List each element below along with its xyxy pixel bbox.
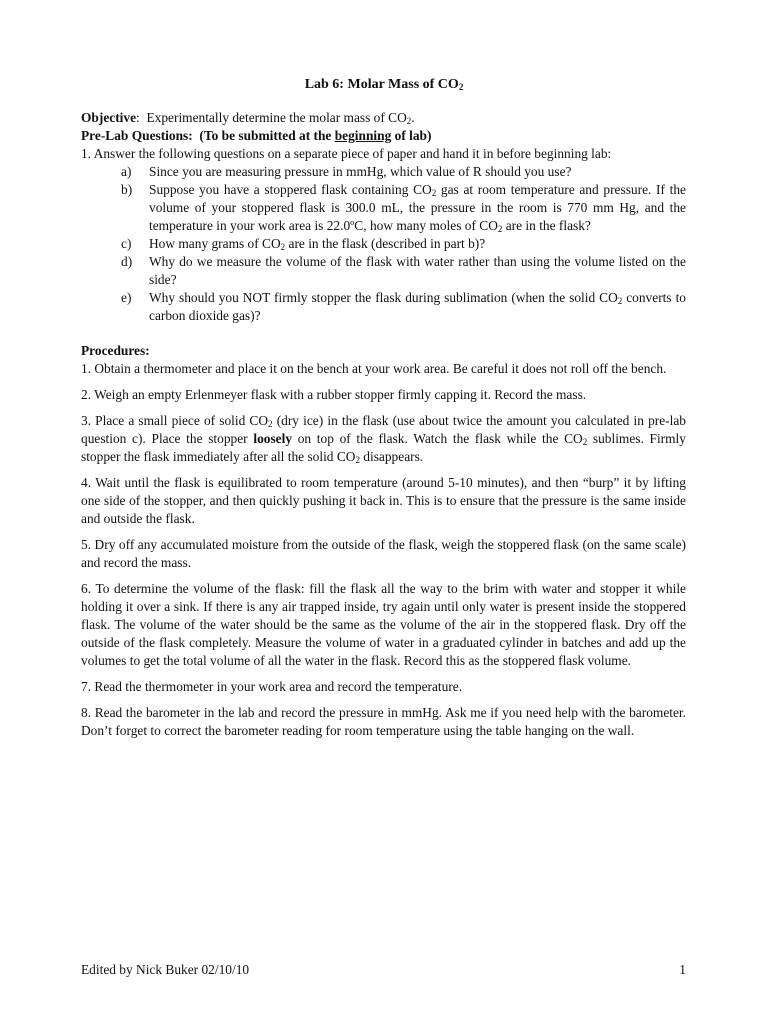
objective-line — [81, 109, 686, 127]
step-3-text-5: disappears. — [359, 449, 424, 464]
section-spacer — [81, 325, 686, 342]
objective-label: Objective — [81, 110, 137, 125]
subquestion-d — [121, 253, 686, 289]
step-3-text-1: 3. Place a small piece of solid CO — [81, 413, 269, 428]
prelab-underlined-word: beginning — [334, 128, 392, 143]
subquestion-b-label: b) — [121, 182, 133, 197]
subquestion-e-label: e) — [121, 290, 132, 305]
subquestion-b-text-1: Suppose you have a stoppered flask containing CO — [149, 182, 432, 197]
objective-period: . — [411, 110, 415, 125]
procedure-step-4: 4. Wait until the flask is equilibrated to room temperature (around 5-10 minutes), and then “burp” it by lifting one side of the stopper, and then quickly pushing it back in. This is to ensure that the pressure is the same inside and outside the flask. — [81, 475, 686, 526]
prelab-heading — [81, 127, 686, 145]
procedure-step-3 — [81, 412, 686, 466]
title-subscript: 2 — [458, 82, 464, 92]
prelab-paren-start: (To be submitted at the — [199, 128, 335, 143]
page-number: 1 — [679, 962, 686, 977]
procedures-heading: Procedures: — [81, 343, 150, 358]
procedure-step-2: 2. Weigh an empty Erlenmeyer flask with a rubber stopper firmly capping it. Record the mass. — [81, 387, 587, 402]
page-title — [0, 76, 768, 94]
objective-colon: : — [136, 110, 140, 125]
prelab-label: Pre-Lab Questions: — [81, 128, 193, 143]
subquestion-a-text: Since you are measuring pressure in mmHg, which value of R should you use? — [149, 164, 572, 179]
step-3-text-4: sublimes. Firmly stopper the flask immediately after all the solid CO — [81, 431, 686, 464]
subquestion-a-label: a) — [121, 164, 132, 179]
step-3-subscript-3: 2 — [355, 455, 360, 465]
subquestion-c-text-1: How many grams of CO — [149, 236, 281, 251]
question-1-intro: 1. Answer the following questions on a separate piece of paper and hand it in before beginning lab: — [81, 146, 612, 161]
subquestion-b-text-3: are in the flask? — [502, 218, 591, 233]
prelab-subquestions — [121, 163, 686, 325]
subquestion-d-label: d) — [121, 254, 133, 269]
subquestion-e-text-2: converts to carbon dioxide gas)? — [149, 290, 686, 323]
objective-subscript: 2 — [406, 116, 412, 126]
subquestion-c-label: c) — [121, 236, 132, 251]
subquestion-c-text-2: are in the flask (described in part b)? — [285, 236, 486, 251]
subquestion-b-subscript-2: 2 — [497, 224, 503, 234]
title-text: Lab 6: Molar Mass of CO — [304, 77, 459, 92]
step-3-text-2: (dry ice) in the flask (use about twice the amount you calculated in pre-lab question c). Place the stopper — [81, 413, 686, 446]
procedure-step-8: 8. Read the barometer in the lab and record the pressure in mmHg. Ask me if you need help with the barometer. Don’t forget to correct the barometer reading for room temperature using the table hanging on the wall. — [81, 705, 686, 738]
page-footer — [81, 961, 686, 979]
subquestion-b-subscript-1: 2 — [431, 188, 437, 198]
subquestion-d-text: Why do we measure the volume of the flask with water rather than using the volume listed on the side? — [149, 254, 686, 287]
subquestion-e — [121, 289, 686, 325]
subquestion-b — [121, 181, 686, 235]
procedure-step-7: 7. Read the thermometer in your work area and record the temperature. — [81, 679, 463, 694]
document-body — [81, 109, 686, 748]
step-3-subscript-2: 2 — [582, 437, 588, 447]
subquestion-c-subscript: 2 — [280, 242, 286, 252]
subquestion-a — [121, 163, 686, 181]
step-3-subscript-1: 2 — [268, 419, 273, 429]
procedure-step-5: 5. Dry off any accumulated moisture from the outside of the flask, weigh the stoppered flask (on the same scale) and record the mass. — [81, 537, 686, 570]
subquestion-c — [121, 235, 686, 253]
procedure-step-6: 6. To determine the volume of the flask: fill the flask all the way to the brim with water and stopper it while holding it over a sink. If there is any air trapped inside, try again until only water is present inside the stoppered flask. The volume of the water should be the same as the volume of the air in the stoppered flask. Dry off the outside of the flask completely. Measure the volume of water in a graduated cylinder in batches and add up the volumes to get the total volume of all the water in the flask. Record this as the stoppered flask volume. — [81, 581, 686, 668]
step-3-bold-word: loosely — [253, 431, 293, 446]
subquestion-b-text-2: gas at room temperature and pressure. If the volume of your stoppered flask is 300.0 mL, the pressure in the room is 770 mm Hg, and the temperature in your work area is 22.0ºC, how many moles of CO — [149, 182, 687, 233]
subquestion-e-subscript: 2 — [617, 296, 623, 306]
subquestion-e-text-1: Why should you NOT firmly stopper the flask during sublimation (when the solid CO — [149, 290, 618, 305]
procedure-step-1: 1. Obtain a thermometer and place it on the bench at your work area. Be careful it does not roll off the bench. — [81, 361, 667, 376]
footer-edited-by: Edited by Nick Buker 02/10/10 — [81, 962, 250, 977]
prelab-paren-end: of lab) — [391, 128, 432, 143]
objective-text: Experimentally determine the molar mass of CO — [146, 110, 407, 125]
step-3-text-3: on top of the flask. Watch the flask while the CO — [292, 431, 583, 446]
